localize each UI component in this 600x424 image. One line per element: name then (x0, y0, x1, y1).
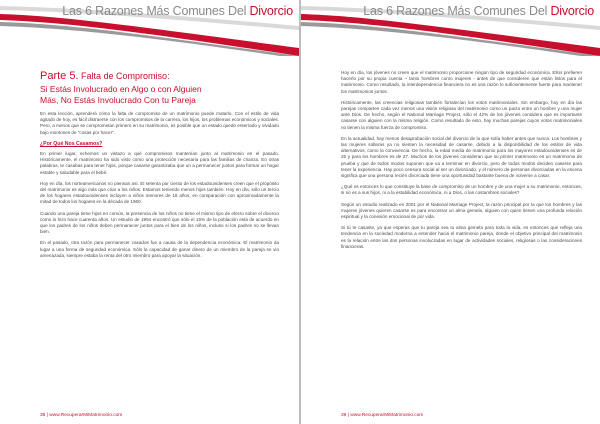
body-paragraph: ¿Qué es entonces lo que constituye la base de compromiso de un hombre y de una mujer a su matrimonio, entonces, si no es a sus hijos, ni a la estabilidad económica, ni a Dios, o las costumbres sociales? (341, 184, 582, 196)
header-title-accent: Divorcio (249, 4, 293, 18)
body-paragraph: Si tú te casaste, ya que esperas que tu pareja sea tu alma gemela para toda la vida, es entonces que refleja una tendencia en la sociedad moderna a entender hacia el matrimonio pareja, donde el objetivo principal del matrimonio es la relación entre las dos personas involucradas en lugar de actividades sociales, religiosas o las consideraciones financieras. (341, 225, 582, 249)
part-heading (40, 70, 279, 82)
footer-separator: | (346, 413, 351, 418)
subtitle-line-1: Si Estás Involucrado en Algo o con Alguien (40, 84, 202, 94)
footer-website-link[interactable]: www.RecuperarMiMatrimonio.com (350, 413, 424, 418)
part-subtitle (40, 84, 279, 105)
left-page-content (40, 70, 279, 264)
body-paragraph: Según un estudio realizado en 2001 por el National Marriage Project, la razón principal por la que los hombres y las mujeres jóvenes quieren casarse es para encontrar un alma gemela, alguien con quien tienen una profunda relación espiritual y la conexión emocional de por vida. (341, 201, 582, 220)
body-paragraph: Históricamente, las creencias religiosas también fortalecían los votos matrimoniales. Sin embargo, hoy en día las parejas comparten cada vez menos una visión religiosa del matrimonio como un pacto entre un hombre y una mujer ante Dios. De hecho, según el National Marriage Project, sólo el 42% de los jóvenes considera que es importante casarse con alguien con la misma religión. Como resultado de esto, hay muchas parejas cuyos votos matrimoniales no tienen la misma fuerza de compromiso. (341, 99, 582, 130)
right-page-footer (341, 413, 423, 418)
body-paragraph: Hoy en día, los norteamericanos no piensan así. El setenta por ciento de los estadounidenses creen que el propósito del matrimonio es algo más que criar a los niños. Estamos teniendo menos hijos también. Hoy en día, sólo un tercio de los hogares estadounidenses incluyen a niños menores de 18 años, en comparación con aproximadamente la mitad de todos los hogares en la década de 1960. (40, 180, 279, 205)
body-paragraph: Hoy en día, los jóvenes no creen que el matrimonio proporcione ningún tipo de seguridad económica. Ellos prefieren hacerlo por su propia cuenta – tanto hombres como mujeres - antes de que consideren que están listos para el matrimonio. Como resultado, la interdependencia financiera no es una razón lo suficientemente fuerte para mantener los matrimonios juntos. (341, 70, 582, 94)
header-title-prefix: Las 6 Razones Más Comunes Del (62, 4, 250, 18)
subtitle-line-2: Más, No Estás Involucrado Con tu Pareja (40, 94, 196, 105)
left-page-footer (40, 413, 122, 418)
left-page (0, 0, 299, 424)
header-title-prefix: Las 6 Razones Más Comunes Del (363, 4, 551, 18)
body-paragraph: En la actualidad, hay menos desaprobación social del divorcio de la que solía haber antes que nunca. Los hombres y las mujeres solteras ya no sienten la necesidad de casarse, debido a la disponibilidad de los estilos de vida alternativos, como la convivencia. De hecho, la edad media de matrimonio para los mayores estadounidenses es de 25 y para los hombres es de 27. Muchos de los jóvenes consideran que su primer matrimonio es un matrimonio de prueba y que de todos modos suponen que va a terminar en divorcio, pero de todos modos deciden casarse para tener la experiencia. Hay poco censura social al ser un divorciado, y el número de personas divorciadas en la escena significa que una persona recién divorciada tiene una oportunidad bastante buena de volverse a casar. (341, 135, 582, 179)
header-title (363, 4, 594, 18)
header-title-accent: Divorcio (550, 4, 594, 18)
part-title: Falta de Compromiso: (78, 71, 170, 81)
body-paragraph: Cuando una pareja tiene hijos en común, la presencia de los niños no tiene el mismo tipo de efecto sobre el divorcio como lo hizo hace cuarenta años. Un estudio de 1994 encontró que sólo el 15% de la población está de acuerdo en que los padres de los niños deben permanecer juntos para el bien de los niños, incluso si los padres no se llevan bien. (40, 210, 279, 235)
body-paragraph: En el pasado, otra razón para permanecer casados fue a causa de la dependencia económica. El matrimonio da lugar a una forma de seguridad económica. Sólo la capacidad de ganar dinero de un miembro de la pareja se vio amenazada, siempre estaba la renta del otro miembro para apoyar la situación. (40, 240, 279, 258)
header-title (62, 4, 293, 18)
intro-paragraph: En esta lección, aprenderá cómo la falta de compromiso de un matrimonio puede matarlo. Con el estilo de vida agitado de hoy, es fácil distraerse con los compromisos de la carrera, los hijos, los problemas económicos y sociales. Pero, a menos que se comprometan primero en su matrimonio, es posible que un estado quede enterrado y olvidado bajo montones de "cosas por hacer". (40, 111, 279, 135)
body-paragraph: En primer lugar, echemos un vistazo a qué compromisos mantenían junto al matrimonio en el pasado. Históricamente, el matrimonio ha sido visto como una protección necesaria para las familias de crianza. En otras palabras, te casabas para tener hijos, porque casarse garantizaba que un a permanecer juntos para formar un hogar estable y saludable para el bebé. (40, 151, 279, 175)
part-label: Parte 5. (40, 70, 79, 82)
right-page (301, 0, 600, 424)
footer-website-link[interactable]: www.RecuperarMiMatrimonio.com (49, 413, 123, 418)
right-page-content (341, 70, 582, 255)
page-number: 39 (341, 413, 347, 418)
section-question: ¿Por Qué Nos Casamos? (40, 140, 103, 147)
page-number: 38 (40, 413, 46, 418)
footer-separator: | (45, 413, 50, 418)
